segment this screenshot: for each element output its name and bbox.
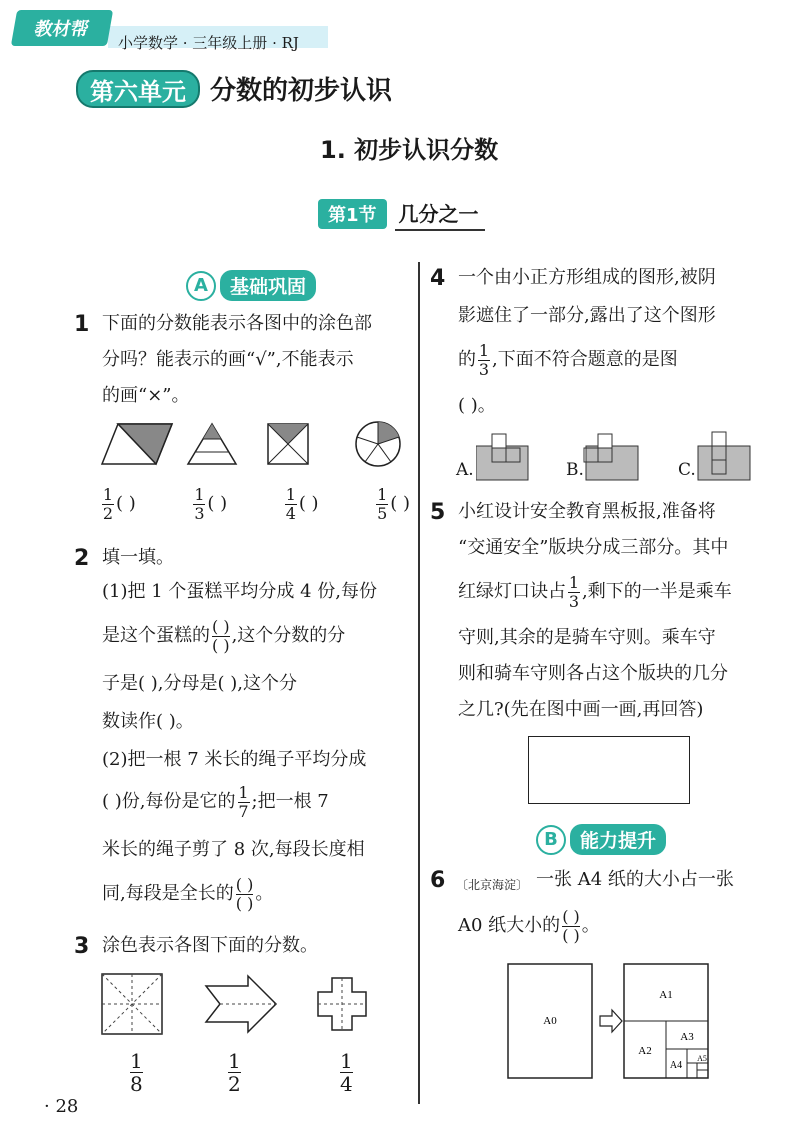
a0-sheet xyxy=(508,964,592,1078)
q2-title: 填一填。 xyxy=(102,547,174,568)
q2-number: 2 xyxy=(74,546,90,571)
paper-label-a0: A0 xyxy=(543,1015,557,1027)
q4-option-figures xyxy=(476,428,766,484)
q5-number: 5 xyxy=(430,500,446,525)
divided-sheet xyxy=(624,964,708,1078)
q6-number: 6 xyxy=(430,868,446,893)
q3-cross-figure xyxy=(318,978,366,1030)
q4-line-2: 影遮住了一部分,露出了这个图形 xyxy=(458,305,716,326)
paper-label-a4: A4 xyxy=(669,1060,683,1071)
q4-option-a-figure xyxy=(476,434,528,480)
paper-label-a1: A1 xyxy=(659,989,673,1001)
q1-line-1: 下面的分数能表示各图中的涂色部 xyxy=(102,313,372,334)
q4-option-b-figure xyxy=(584,434,638,480)
q1-answer-2[interactable]: $\frac{1}{3}$ ( ) xyxy=(194,485,228,523)
q5-line-5: 则和骑车守则各占这个版块的几分 xyxy=(458,663,728,684)
q4-option-c-label[interactable]: C. xyxy=(678,460,696,480)
section-heading xyxy=(318,198,485,231)
q5-line-2: “交通安全”版块分成三部分。其中 xyxy=(458,537,729,558)
paper-label-a3: A3 xyxy=(680,1031,694,1043)
q3-arrow-figure xyxy=(206,976,276,1032)
q1-circle-figure xyxy=(356,422,400,466)
page-number: · 28 xyxy=(44,1096,79,1117)
q1-answer-row xyxy=(100,484,410,524)
part-b-label: 能力提升 xyxy=(570,824,666,855)
q5-line-4: 守则,其余的是骑车守则。乘车守 xyxy=(458,627,716,648)
q2-line-1: (1)把 1 个蛋糕平均分成 4 份,每份 xyxy=(102,581,378,602)
q3-fraction-1: 1 8 xyxy=(130,1049,143,1096)
q3-figures xyxy=(98,970,388,1040)
q5-line-1: 小红设计安全教育黑板报,准备将 xyxy=(458,501,716,522)
q2-line-7: 米长的绳子剪了 8 次,每段长度相 xyxy=(102,839,365,860)
section-title: 几分之一 xyxy=(395,198,485,231)
header-subject: 小学数学 · 三年级上册 · RJ xyxy=(118,34,299,52)
q2-line-6: ( )份,每份是它的 $\frac{1}{7}$ ;把一根 7 xyxy=(102,782,329,821)
part-b-letter: B xyxy=(536,825,566,855)
q3-fraction-3: 1 4 xyxy=(340,1049,353,1096)
q6-line-1: 一张 A4 纸的大小占一张 xyxy=(536,869,734,890)
q1-answer-4[interactable]: $\frac{1}{5}$ ( ) xyxy=(377,485,410,523)
q1-triangle-figure xyxy=(188,424,236,464)
section-badge: 第1节 xyxy=(318,199,387,229)
q4-option-a-label[interactable]: A. xyxy=(456,460,474,480)
paper-label-a2: A2 xyxy=(638,1045,652,1057)
q6-paper-diagram xyxy=(504,962,714,1082)
part-a-letter: A xyxy=(186,271,216,301)
lesson-title: 1. 初步认识分数 xyxy=(320,136,499,164)
q5-line-3: 红绿灯口诀占 $\frac{1}{3}$ ,剩下的一半是乘车 xyxy=(458,572,732,611)
q2-blank-fraction-2[interactable]: $\frac{( )}{( )}$ xyxy=(235,874,254,913)
q4-option-c-figure xyxy=(698,432,750,480)
part-a-label: 基础巩固 xyxy=(220,270,316,301)
part-a-badge xyxy=(186,270,316,301)
part-b-badge xyxy=(536,824,666,855)
q1-line-3: 的画“×”。 xyxy=(102,385,190,406)
q2-line-4: 数读作( )。 xyxy=(102,711,194,732)
q3-fraction-2: 1 2 xyxy=(228,1049,241,1096)
q2-line-5: (2)把一根 7 米长的绳子平均分成 xyxy=(102,749,367,770)
q1-answer-1[interactable]: $\frac{1}{2}$ ( ) xyxy=(102,485,136,523)
q1-answer-3[interactable]: $\frac{1}{4}$ ( ) xyxy=(285,485,319,523)
q1-number: 1 xyxy=(74,312,90,337)
arrow-icon xyxy=(600,1010,622,1032)
q4-option-b-label[interactable]: B. xyxy=(566,460,584,480)
q1-parallelogram-figure xyxy=(102,424,172,464)
q4-line-4: ( )。 xyxy=(458,395,496,416)
q4-line-3: 的 $\frac{1}{3}$ ,下面不符合题意的是图 xyxy=(458,340,678,379)
unit-badge: 第六单元 xyxy=(76,70,200,108)
q3-number: 3 xyxy=(74,934,90,959)
q2-line-3: 子是( ),分母是( ),这个分 xyxy=(102,673,297,694)
q4-number: 4 xyxy=(430,266,446,291)
q5-drawing-box[interactable] xyxy=(528,736,690,804)
q3-text: 涂色表示各图下面的分数。 xyxy=(102,935,318,956)
header-badge: 教材帮 xyxy=(11,10,113,46)
q6-source-tag: 〔北京海淀〕 xyxy=(456,878,529,892)
q2-blank-fraction-1[interactable]: $\frac{( )}{( )}$ xyxy=(212,616,230,655)
q1-figures xyxy=(100,418,410,474)
q2-line-2: 是这个蛋糕的 $\frac{( )}{( )}$ ,这个分数的分 xyxy=(102,616,346,655)
unit-title: 分数的初步认识 xyxy=(210,76,393,106)
q2-line-8: 同,每段是全长的 $\frac{( )}{( )}$ 。 xyxy=(102,874,274,913)
q5-line-6: 之几?(先在图中画一画,再回答) xyxy=(458,699,704,720)
q6-blank-fraction[interactable]: $\frac{( )}{( )}$ xyxy=(562,906,580,945)
q1-line-2: 分吗？能表示的画“√”,不能表示 xyxy=(102,349,354,370)
q6-line-2: A0 纸大小的 $\frac{( )}{( )}$ 。 xyxy=(458,906,600,945)
q1-square-figure xyxy=(268,424,308,464)
column-divider xyxy=(418,262,420,1104)
q4-line-1: 一个由小正方形组成的图形,被阴 xyxy=(458,267,716,288)
paper-label-a5: A5 xyxy=(697,1054,707,1063)
q3-square-figure xyxy=(102,974,162,1034)
